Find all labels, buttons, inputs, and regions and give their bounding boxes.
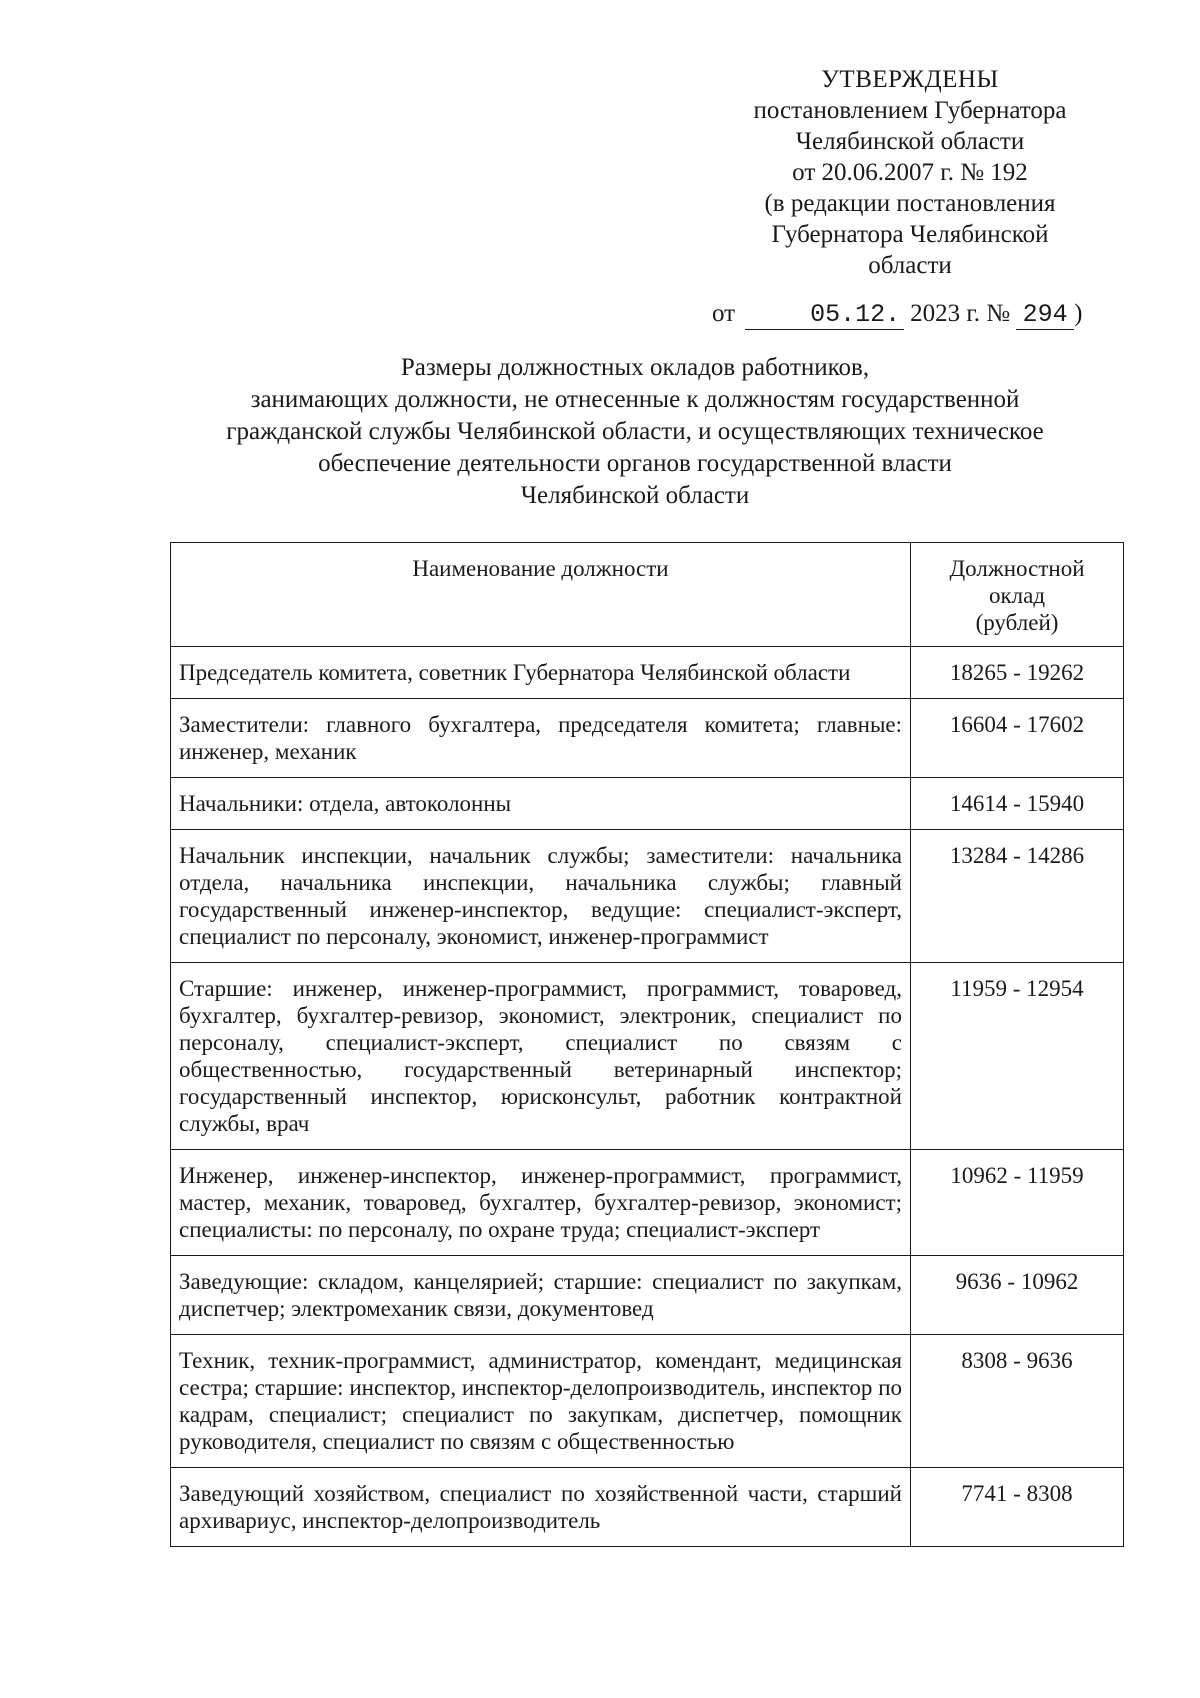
approval-line: Челябинской области: [795, 128, 1025, 155]
position-name-cell: Инженер, инженер-инспектор, инженер-программист, программист, мастер, механик, товаровед, бухгалтер, бухгалтер-ревизор, экономист; специалисты: по персоналу, по охране труда; специалист-эксперт: [171, 1150, 911, 1256]
position-name-cell: Начальник инспекции, начальник службы; заместители: начальника отдела, начальника инспекции, начальника службы; главный государственный инженер-инспектор, ведущие: специалист-эксперт, специалист по персоналу, экономист, инженер-программист: [171, 830, 911, 963]
amendment-number: 294: [1016, 301, 1074, 330]
title-line: гражданской службы Челябинской области, и осуществляющих техническое: [226, 418, 1044, 445]
approval-heading: УТВЕРЖДЕНЫ: [821, 66, 999, 93]
header-salary-line: оклад: [988, 583, 1046, 608]
salary-range-cell: 16604 - 17602: [911, 699, 1124, 778]
document-title: [140, 352, 1130, 512]
date-prefix: от: [712, 300, 736, 327]
table-row: [171, 963, 1124, 1150]
salary-range-cell: 11959 - 12954: [911, 963, 1124, 1150]
approval-line: постановлением Губернатора: [753, 97, 1067, 124]
approval-date-line: [712, 298, 1132, 330]
header-salary: [911, 543, 1124, 647]
salary-table: [170, 542, 1124, 1547]
table-row: [171, 1150, 1124, 1256]
salary-range-cell: 13284 - 14286: [911, 830, 1124, 963]
title-line: занимающих должности, не отнесенные к должностям государственной: [250, 386, 1020, 413]
salary-range-cell: 10962 - 11959: [911, 1150, 1124, 1256]
position-name-cell: Заместители: главного бухгалтера, председателя комитета; главные: инженер, механик: [171, 699, 911, 778]
position-name-cell: Заведующие: складом, канцелярией; старшие: специалист по закупкам, диспетчер; электромеханик связи, документовед: [171, 1256, 911, 1335]
table-row: [171, 1468, 1124, 1547]
approval-line: области: [868, 252, 952, 279]
position-name-cell: Начальники: отдела, автоколонны: [171, 778, 911, 830]
salary-range-cell: 14614 - 15940: [911, 778, 1124, 830]
salary-range-cell: 9636 - 10962: [911, 1256, 1124, 1335]
approval-stamp-block: [700, 64, 1120, 281]
table-header-row: [171, 543, 1124, 647]
position-name-cell: Заведующий хозяйством, специалист по хозяйственной части, старший архивариус, инспектор-делопроизводитель: [171, 1468, 911, 1547]
table-row: [171, 778, 1124, 830]
title-line: обеспечение деятельности органов государственной власти: [318, 450, 952, 477]
salary-range-cell: 8308 - 9636: [911, 1335, 1124, 1468]
table-row: [171, 647, 1124, 699]
header-salary-line: Должностной: [949, 556, 1085, 581]
position-name-cell: Председатель комитета, советник Губернатора Челябинской области: [171, 647, 911, 699]
title-line: Размеры должностных окладов работников,: [400, 354, 870, 381]
position-name-cell: Старшие: инженер, инженер-программист, программист, товаровед, бухгалтер, бухгалтер-ревизор, экономист, электроник, специалист по персоналу, специалист-эксперт, специалист по связям с общественностью, государственный ветеринарный инспектор; государственный инспектор, юрисконсульт, работник контрактной службы, врач: [171, 963, 911, 1150]
header-position-name: Наименование должности: [171, 543, 911, 647]
amendment-date: 05.12.: [745, 301, 904, 330]
approval-line: (в редакции постановления: [764, 190, 1056, 217]
table-row: [171, 699, 1124, 778]
approval-line: от 20.06.2007 г. № 192: [792, 159, 1028, 186]
date-suffix: 2023 г. №: [910, 300, 1011, 327]
header-salary-line: (рублей): [975, 610, 1059, 635]
salary-range-cell: 18265 - 19262: [911, 647, 1124, 699]
table-row: [171, 830, 1124, 963]
position-name-cell: Техник, техник-программист, администратор, комендант, медицинская сестра; старшие: инспектор, инспектор-делопроизводитель, инспектор по кадрам, специалист; специалист по закупкам, диспетчер, помощник руководителя, специалист по связям с общественностью: [171, 1335, 911, 1468]
approval-line: Губернатора Челябинской: [771, 221, 1049, 248]
closing-paren: ): [1074, 300, 1083, 327]
table-row: [171, 1335, 1124, 1468]
title-line: Челябинской области: [520, 482, 750, 509]
table-row: [171, 1256, 1124, 1335]
salary-range-cell: 7741 - 8308: [911, 1468, 1124, 1547]
